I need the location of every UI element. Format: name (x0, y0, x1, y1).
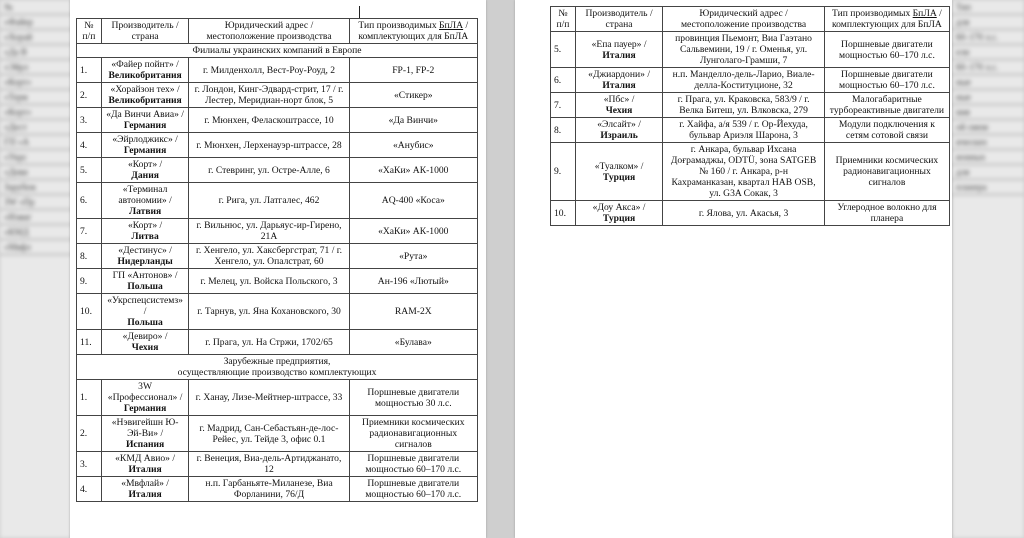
address-cell: г. Тарнув, ул. Яна Кохановского, 30 (189, 294, 349, 330)
adjacent-page-left (0, 0, 72, 538)
section-title-branches: Филиалы украинских компаний в Европе (77, 44, 478, 58)
manufacturer-cell (101, 416, 189, 452)
row-number: 3. (77, 452, 102, 477)
product-type-cell: Поршневые двигатели мощностью 60–170 л.с. (824, 32, 949, 68)
header-address: Юридический адрес / местоположение производства (189, 19, 349, 44)
ghost-text: ГП «А (4, 137, 29, 147)
section-title-line: осуществляющие производство комплектующих (177, 367, 377, 378)
address-cell: г. Мелец, ул. Войска Польского, 3 (189, 269, 349, 294)
row-number: 10. (551, 201, 576, 226)
table-row (77, 133, 478, 158)
ghost-text: «Нэвиг (4, 212, 32, 222)
row-number: 2. (77, 83, 102, 108)
ghost-rule (0, 254, 72, 255)
country-name: Германия (123, 145, 167, 156)
adjacent-page-right (952, 0, 1024, 538)
product-type-cell: RAM-2X (349, 294, 477, 330)
address-cell: г. Мадрид, Сан-Себастьян-де-лос-Рейес, ул. Тейде 3, офис 0.1 (189, 416, 349, 452)
manufacturer-cell (575, 201, 662, 226)
manufacturer-name: «Дестинус» / (118, 245, 172, 256)
manufacturer-name: «Туалком» / (594, 160, 644, 172)
ghost-text: для (956, 167, 970, 177)
address-cell: г. Ялова, ул. Акасья, 3 (663, 201, 825, 226)
manufacturer-cell (575, 143, 662, 201)
product-type-cell: AQ-400 «Коса» (349, 183, 477, 219)
country-name: Великобритания (108, 95, 182, 106)
product-type-cell: Модули подключения к сетям сотовой связи (824, 118, 949, 143)
product-type-cell: Ан-196 «Лютый» (349, 269, 477, 294)
ghost-text: ой связи (956, 122, 989, 132)
ghost-text: планера (956, 182, 987, 192)
country-name: Дания (131, 170, 159, 181)
manufacturer-name: 3W «Профессионал» / (107, 381, 183, 403)
product-type-cell: «Анубис» (349, 133, 477, 158)
address-cell: г. Венеция, Виа-дель-Артиджанато, 12 (189, 452, 349, 477)
table-row (551, 32, 950, 68)
ghost-text: «Укрс (4, 152, 27, 162)
header-manufacturer: Производитель / страна (575, 7, 662, 32)
header-num: № п/п (551, 7, 576, 32)
table-row (77, 380, 478, 416)
row-number: 6. (551, 68, 576, 93)
ghost-text: «Файер (4, 17, 33, 27)
manufacturer-cell (101, 330, 189, 355)
product-type-cell: «Стикер» (349, 83, 477, 108)
ghost-text: «Корт» (4, 77, 32, 87)
country-name: Великобритания (108, 70, 182, 81)
ghost-text: «Да В (4, 47, 27, 57)
product-type-cell: «Да Винчи» (349, 108, 477, 133)
row-number: 9. (77, 269, 102, 294)
manufacturer-cell (575, 118, 662, 143)
manufacturer-name: «Доу Акса» / (592, 202, 646, 213)
product-type-cell: «Булава» (349, 330, 477, 355)
country-name: Италия (128, 464, 162, 475)
address-cell: г. Милденхолл, Вест-Роу-Роуд, 2 (189, 58, 349, 83)
country-name: Италия (602, 80, 636, 91)
ghost-text: «Мвфл (4, 242, 31, 252)
country-name: Турция (602, 213, 636, 224)
manufacturer-cell (101, 219, 189, 244)
table-row (77, 244, 478, 269)
ghost-text: для (956, 17, 970, 27)
manufacturer-cell (101, 244, 189, 269)
table-row (77, 416, 478, 452)
manufacturer-cell (101, 158, 189, 183)
table-row (551, 68, 950, 93)
row-number: 8. (551, 118, 576, 143)
ghost-text: 60–170 л.с. (956, 62, 999, 72)
table-header-row (77, 19, 478, 44)
address-cell: г. Лондон, Кинг-Эдвард-стрит, 17 / г. Лестер, Меридиан-норт блок, 5 (189, 83, 349, 108)
row-number: 9. (551, 143, 576, 201)
address-cell: г. Хенгело, ул. Хаксбергстрат, 71 / г. Хенгело, ул. Опалстрат, 60 (189, 244, 349, 269)
table-row (77, 158, 478, 183)
manufacturer-name: «Эйрлоджикс» / (112, 134, 178, 145)
manufacturer-cell (101, 380, 189, 416)
manufacturer-name: «Пбс» / (603, 94, 635, 105)
table-row (77, 477, 478, 502)
manufacturers-table-page-2 (550, 6, 950, 226)
product-type-cell: Приемники космических радионавигационных сигналов (349, 416, 477, 452)
manufacturer-name: «Терминал автономии» / (118, 184, 172, 206)
ghost-text: ния (956, 107, 970, 117)
country-name: Чехия (605, 105, 633, 116)
manufacturer-name: «Корт» / (127, 220, 163, 231)
product-type-cell: «Рута» (349, 244, 477, 269)
section-row (77, 44, 478, 58)
manufacturer-cell (101, 452, 189, 477)
document-page-2[interactable] (515, 0, 952, 538)
manufacturer-name: «Да Винчи Авиа» / (106, 109, 184, 120)
country-name: Италия (602, 49, 636, 61)
row-number: 5. (551, 32, 576, 68)
manufacturer-name: «Девиро» / (122, 331, 168, 342)
product-type-cell: «ХаКи» АК-1000 (349, 158, 477, 183)
ghost-text: «Хорай (4, 32, 33, 42)
country-name: Польша (127, 281, 163, 292)
table-row (77, 83, 478, 108)
manufacturer-cell (101, 108, 189, 133)
row-number: 5. (77, 158, 102, 183)
product-type-cell: «ХаКи» АК-1000 (349, 219, 477, 244)
country-name: Латвия (128, 206, 162, 217)
ghost-text: 3W «Пр (4, 197, 35, 207)
text-cursor (359, 6, 360, 18)
country-name: Литва (131, 231, 159, 242)
country-name: Нидерланды (117, 256, 173, 267)
table-row (551, 93, 950, 118)
address-cell: г. Стевринг, ул. Остре-Алле, 6 (189, 158, 349, 183)
table-row (77, 219, 478, 244)
manufacturer-name: «Джиардони» / (588, 69, 650, 80)
country-name: Германия (123, 403, 167, 414)
manufacturer-cell (101, 183, 189, 219)
ghost-text: «Деви (4, 167, 28, 177)
ghost-text: ических (956, 137, 988, 147)
product-type-cell: Поршневые двигатели мощностью 60–170 л.с. (349, 477, 477, 502)
product-type-cell: Поршневые двигатели мощностью 30 л.с. (349, 380, 477, 416)
address-cell: г. Ханау, Лизе-Мейтнер-штрассе, 33 (189, 380, 349, 416)
country-name: Италия (128, 489, 162, 500)
ghost-text: ные (956, 92, 971, 102)
manufacturer-cell (101, 294, 189, 330)
manufacturer-name: «Мвфлай» / (121, 478, 169, 489)
header-num: № п/п (77, 19, 102, 44)
row-number: 3. (77, 108, 102, 133)
manufacturer-name: «Корт» / (127, 159, 163, 170)
address-cell: г. Вильнюс, ул. Дарьяус-ир-Гирено, 21А (189, 219, 349, 244)
ghost-text: Зарубеж (4, 182, 36, 192)
table-row (551, 201, 950, 226)
manufacturer-name: «Укрспецсистемз» / (107, 295, 183, 317)
address-cell: н.п. Гарбаньяте-Миланезе, Виа Форланини, 76/Д (189, 477, 349, 502)
ghost-text: «Корт» (4, 107, 32, 117)
table-row (77, 58, 478, 83)
row-number: 4. (77, 477, 102, 502)
manufacturer-cell (101, 477, 189, 502)
manufacturer-cell (575, 93, 662, 118)
address-cell: г. Анкара, бульвар Ихсана Доғрамаджы, ODTÜ, зона SATGEB № 160 / г. Анкара, р-н Кахраманказан, квартал HAB OSB, ул. G3A Сокак, 3 (663, 143, 825, 201)
manufacturer-cell (101, 83, 189, 108)
manufacturers-table-page-1 (76, 18, 478, 502)
manufacturer-name: «КМД Авио» / (115, 453, 176, 464)
ghost-text: ионных (956, 152, 986, 162)
row-number: 7. (551, 93, 576, 118)
ghost-text: 60–170 л.с. (956, 32, 999, 42)
manufacturer-cell (575, 32, 662, 68)
address-cell: г. Прага, ул. Краковска, 583/9 / г. Велка Битеш, ул. Влковска, 279 (663, 93, 825, 118)
table-row (77, 108, 478, 133)
row-number: 1. (77, 380, 102, 416)
ghost-text: № (4, 2, 13, 12)
manufacturer-name: «Епа пауер» / (591, 38, 647, 50)
ghost-text: «КМД (4, 227, 29, 237)
address-cell: г. Рига, ул. Латгалес, 462 (189, 183, 349, 219)
row-number: 2. (77, 416, 102, 452)
section-row (77, 355, 478, 380)
ghost-rule (952, 194, 1024, 195)
manufacturer-name: «Элсайт» / (597, 119, 641, 130)
row-number: 1. (77, 58, 102, 83)
manufacturer-cell (101, 58, 189, 83)
table-row (551, 143, 950, 201)
section-title-components (77, 355, 478, 380)
product-type-cell: Приемники космических радионавигационных сигналов (824, 143, 949, 201)
manufacturer-name: ГП «Антонов» / (112, 270, 178, 281)
manufacturer-name: «Хорайзон тех» / (110, 84, 180, 95)
ghost-text: «Терм (4, 92, 28, 102)
country-name: Польша (127, 317, 163, 328)
table-row (551, 118, 950, 143)
ghost-text: ные (956, 77, 971, 87)
address-cell: г. Хайфа, а/я 539 / г. Ор-Йехуда, бульвар Ариэля Шарона, 3 (663, 118, 825, 143)
manufacturer-name: «Нэвигейшн Ю-Эй-Ви» / (111, 417, 179, 439)
ghost-text: «Дест (4, 122, 27, 132)
row-number: 8. (77, 244, 102, 269)
table-row (77, 294, 478, 330)
product-type-cell: Поршневые двигатели мощностью 60–170 л.с. (349, 452, 477, 477)
table-row (77, 330, 478, 355)
row-number: 6. (77, 183, 102, 219)
product-type-cell: Малогабаритные турбореактивные двигатели (824, 93, 949, 118)
address-cell: провинция Пьемонт, Виа Гаэтано Сальвемини, 19 / г. Оменья, ул. Лунголаго-Грамши, 7 (663, 32, 825, 68)
row-number: 7. (77, 219, 102, 244)
address-cell: г. Мюнхен, Лерхенауэр-штрассе, 28 (189, 133, 349, 158)
country-name: Чехия (131, 342, 159, 353)
ghost-text: Тип (956, 2, 971, 12)
ghost-text: ели (956, 47, 970, 57)
header-address: Юридический адрес / местоположение производства (663, 7, 825, 32)
row-number: 4. (77, 133, 102, 158)
product-type-cell: Поршневые двигатели мощностью 60–170 л.с. (824, 68, 949, 93)
address-cell: г. Прага, ул. На Стржи, 1702/65 (189, 330, 349, 355)
row-number: 11. (77, 330, 102, 355)
country-name: Германия (123, 120, 167, 131)
manufacturer-cell (101, 269, 189, 294)
section-title-line: Зарубежные предприятия, (223, 356, 331, 367)
row-number: 10. (77, 294, 102, 330)
country-name: Турция (602, 171, 636, 183)
header-manufacturer: Производитель / страна (101, 19, 189, 44)
document-page-1[interactable] (70, 0, 486, 538)
manufacturer-cell (575, 68, 662, 93)
product-type-cell: Углеродное волокно для планера (824, 201, 949, 226)
manufacturer-cell (101, 133, 189, 158)
address-cell: г. Мюнхен, Феласкоштрассе, 10 (189, 108, 349, 133)
header-type: Тип производимых БпЛА / комплектующих для БпЛА (349, 19, 477, 44)
product-type-cell: FP-1, FP-2 (349, 58, 477, 83)
country-name: Испания (125, 439, 165, 450)
manufacturer-name: «Файер пойнт» / (111, 59, 179, 70)
country-name: Израиль (600, 130, 638, 141)
table-row (77, 183, 478, 219)
table-header-row (551, 7, 950, 32)
address-cell: н.п. Манделло-дель-Ларио, Виале-делла-Коституционе, 32 (663, 68, 825, 93)
table-row (77, 269, 478, 294)
table-row (77, 452, 478, 477)
ghost-text: «Эйрл (4, 62, 29, 72)
header-type: Тип производимых БпЛА / комплектующих для БпЛА (824, 7, 949, 32)
